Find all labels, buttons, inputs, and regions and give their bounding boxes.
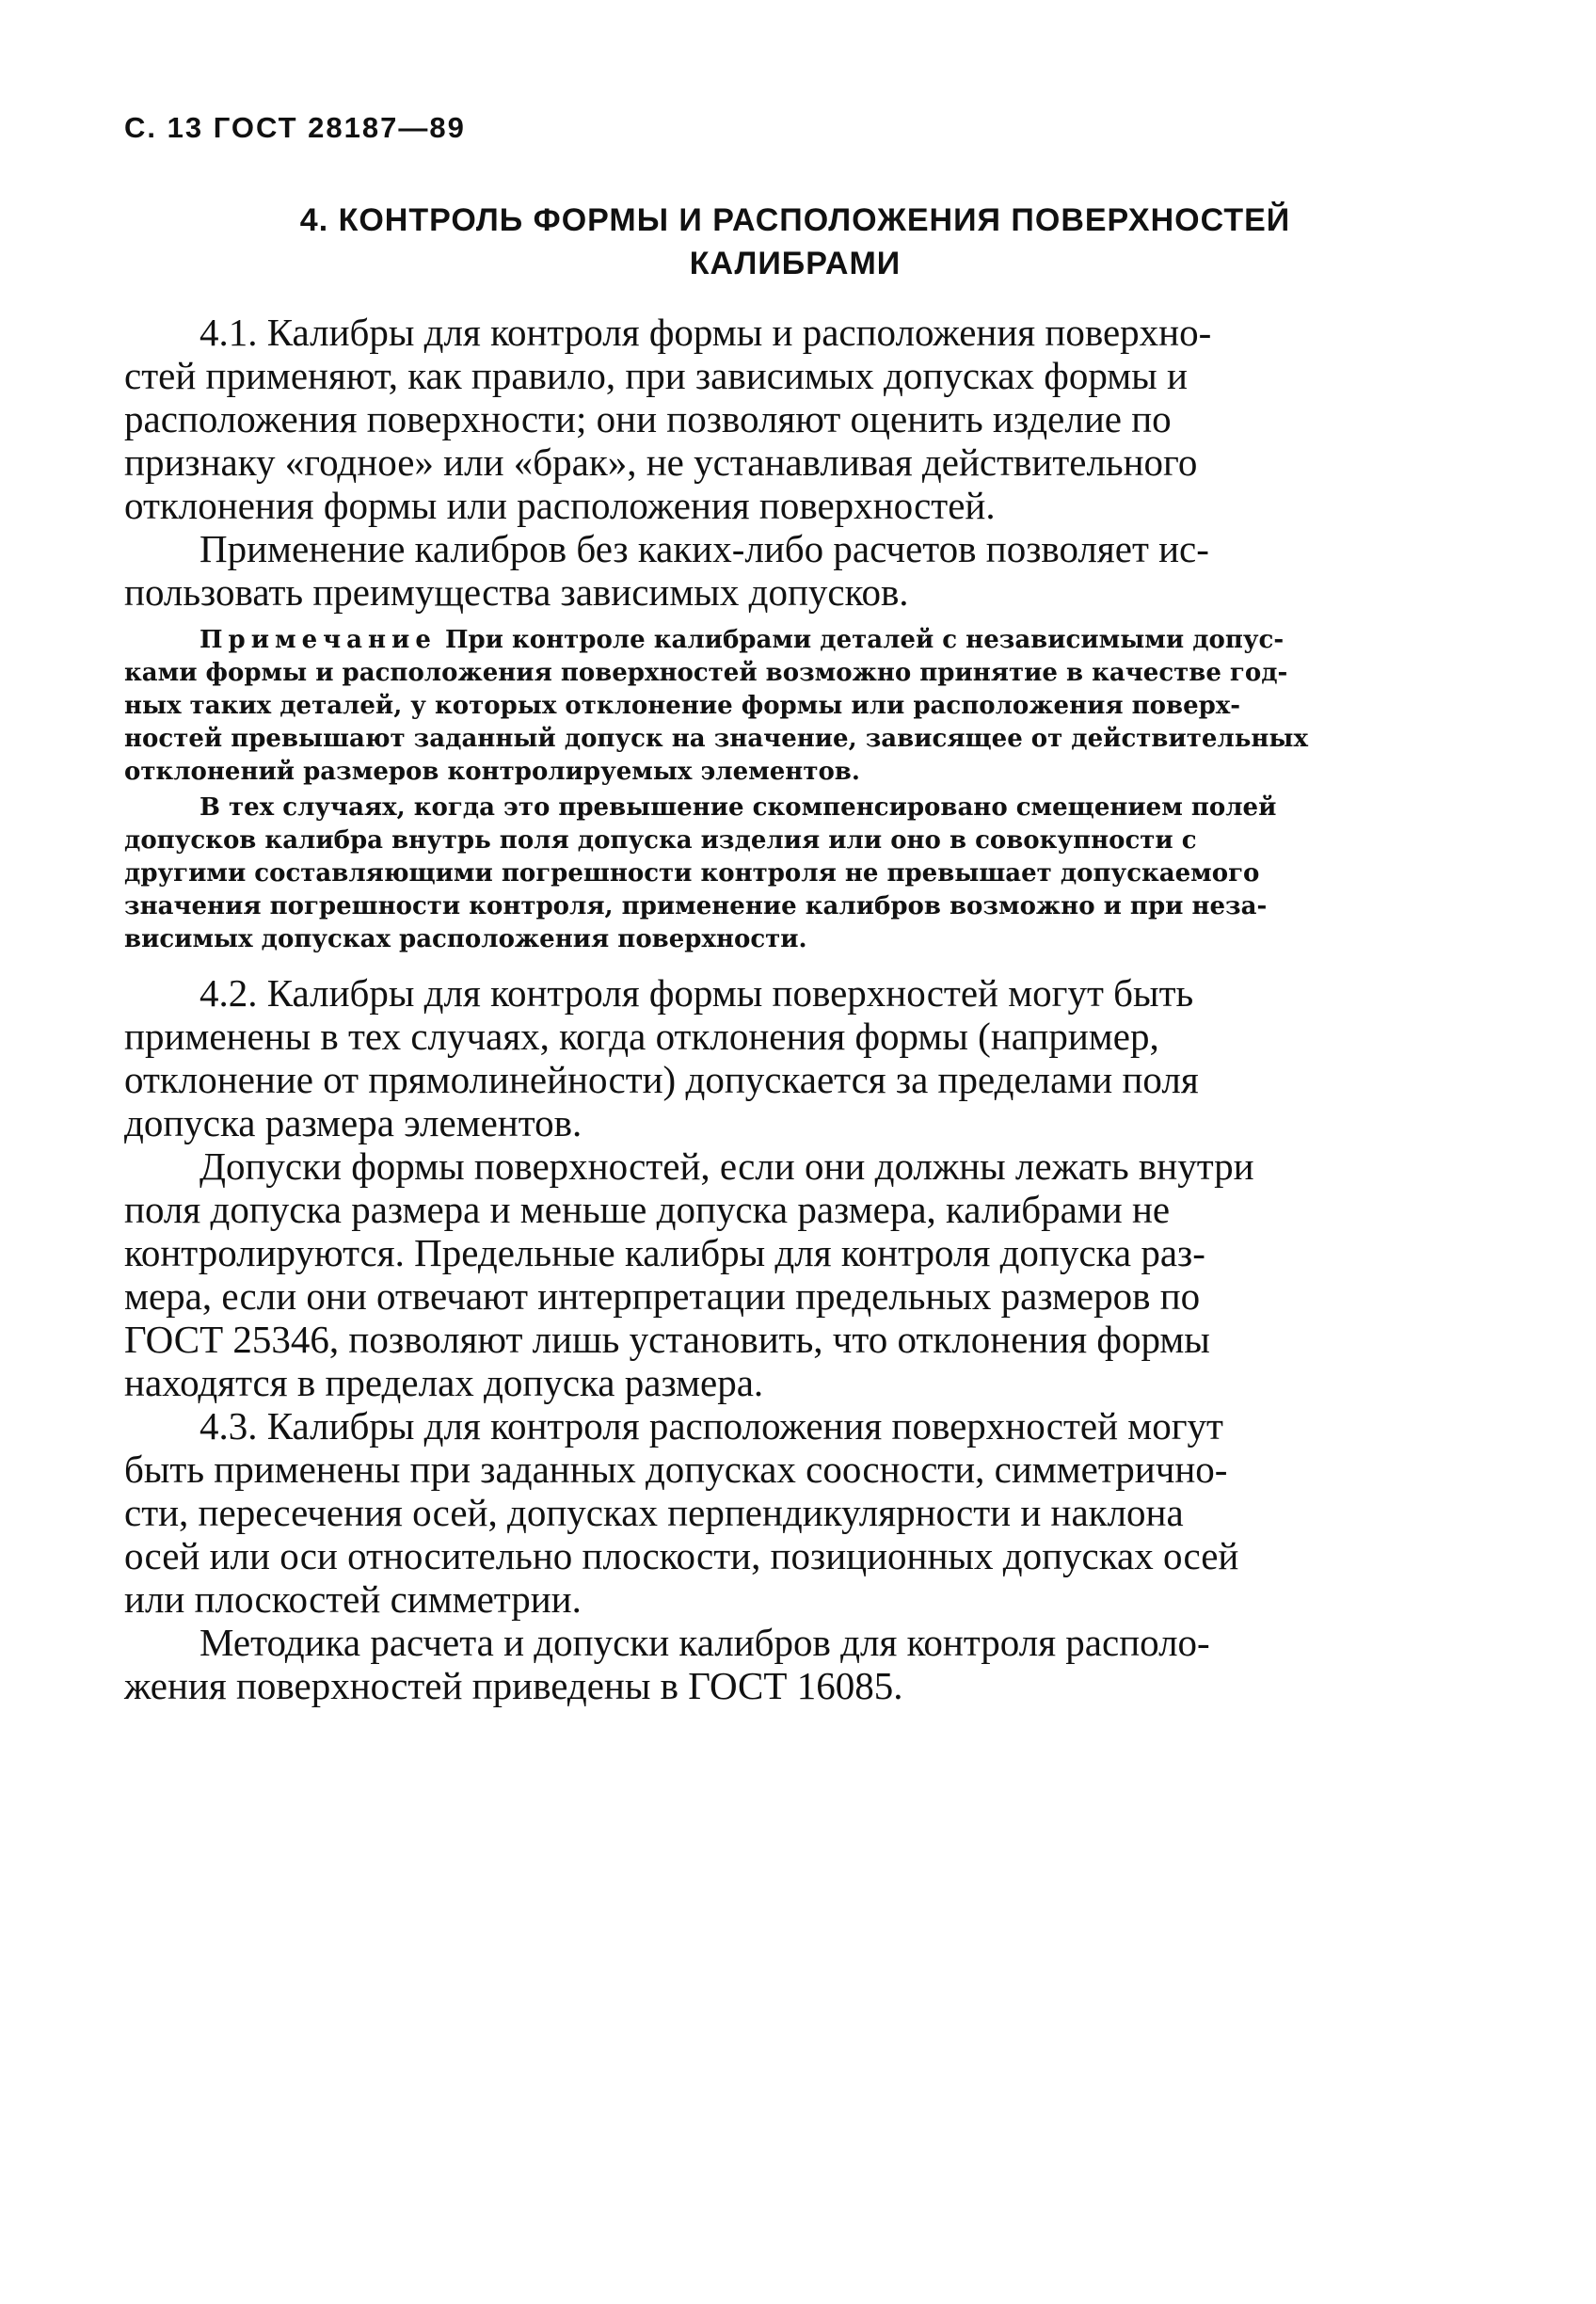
section-title-line-1: 4. КОНТРОЛЬ ФОРМЫ И РАСПОЛОЖЕНИЯ ПОВЕРХНОСТЕЙ <box>299 202 1291 238</box>
note-line: другими составляющими погрешности контроля не превышает допускаемого <box>124 859 1260 888</box>
note-line: ных таких деталей, у которых отклонение формы или расположения поверх- <box>124 692 1241 720</box>
paragraph-line: быть применены при заданных допусках соосности, симметрично- <box>124 1448 1228 1491</box>
paragraph-line: Допуски формы поверхностей, если они должны лежать внутри <box>200 1144 1254 1188</box>
note-line <box>200 625 1284 655</box>
paragraph-line: пользовать преимущества зависимых допусков. <box>124 570 909 614</box>
paragraph-line: осей или оси относительно плоскости, позиционных допусках осей <box>124 1534 1239 1577</box>
paragraph-line: ГОСТ 25346, позволяют лишь установить, что отклонения формы <box>124 1318 1210 1361</box>
paragraph-line: отклонение от прямолинейности) допускается за пределами поля <box>124 1058 1199 1101</box>
page-header: С. 13 ГОСТ 28187—89 <box>124 111 466 144</box>
paragraph-line: мера, если они отвечают интерпретации предельных размеров по <box>124 1274 1201 1318</box>
paragraph-line: отклонения формы или расположения поверхностей. <box>124 484 996 527</box>
note-line: значения погрешности контроля, применение калибров возможно и при неза- <box>124 892 1268 920</box>
paragraph-line: Применение калибров без каких-либо расчетов позволяет ис- <box>200 527 1209 570</box>
paragraph-line: 4.1. Калибры для контроля формы и расположения поверхно- <box>200 311 1212 354</box>
note-label: Примечание <box>200 626 437 654</box>
paragraph-line: стей применяют, как правило, при зависимых допусках формы и <box>124 354 1188 397</box>
paragraph-line: 4.3. Калибры для контроля расположения поверхностей могут <box>200 1404 1223 1448</box>
paragraph-line: допуска размера элементов. <box>124 1101 583 1144</box>
paragraph-line: Методика расчета и допуски калибров для контроля располо- <box>200 1621 1210 1664</box>
note-line: ками формы и расположения поверхностей возможно принятие в качестве год- <box>124 659 1288 687</box>
note-line: В тех случаях, когда это превышение скомпенсировано смещением полей <box>200 793 1277 822</box>
paragraph-line: 4.2. Калибры для контроля формы поверхностей могут быть <box>200 971 1194 1015</box>
note-line: висимых допусках расположения поверхности. <box>124 925 807 953</box>
paragraph-line: расположения поверхности; они позволяют оценить изделие по <box>124 397 1172 440</box>
paragraph-line: контролируются. Предельные калибры для контроля допуска раз- <box>124 1231 1205 1274</box>
section-title-line-2: КАЛИБРАМИ <box>689 246 902 281</box>
paragraph-line: или плоскостей симметрии. <box>124 1577 582 1621</box>
note-line: допусков калибра внутрь поля допуска изделия или оно в совокупности с <box>124 826 1197 855</box>
note-line: отклонений размеров контролируемых элементов. <box>124 758 860 786</box>
paragraph-line: поля допуска размера и меньше допуска размера, калибрами не <box>124 1188 1171 1231</box>
note-line: ностей превышают заданный допуск на значение, зависящее от действительных <box>124 725 1308 753</box>
paragraph-line: жения поверхностей приведены в ГОСТ 16085. <box>124 1664 903 1707</box>
paragraph-line: находятся в пределах допуска размера. <box>124 1361 764 1404</box>
paragraph-line: признаку «годное» или «брак», не устанавливая действительного <box>124 440 1198 484</box>
paragraph-line: применены в тех случаях, когда отклонения формы (например, <box>124 1015 1159 1058</box>
note-first-line-text: При контроле калибрами деталей с независимыми допус- <box>436 626 1285 654</box>
paragraph-line: сти, пересечения осей, допусках перпендикулярности и наклона <box>124 1491 1184 1534</box>
